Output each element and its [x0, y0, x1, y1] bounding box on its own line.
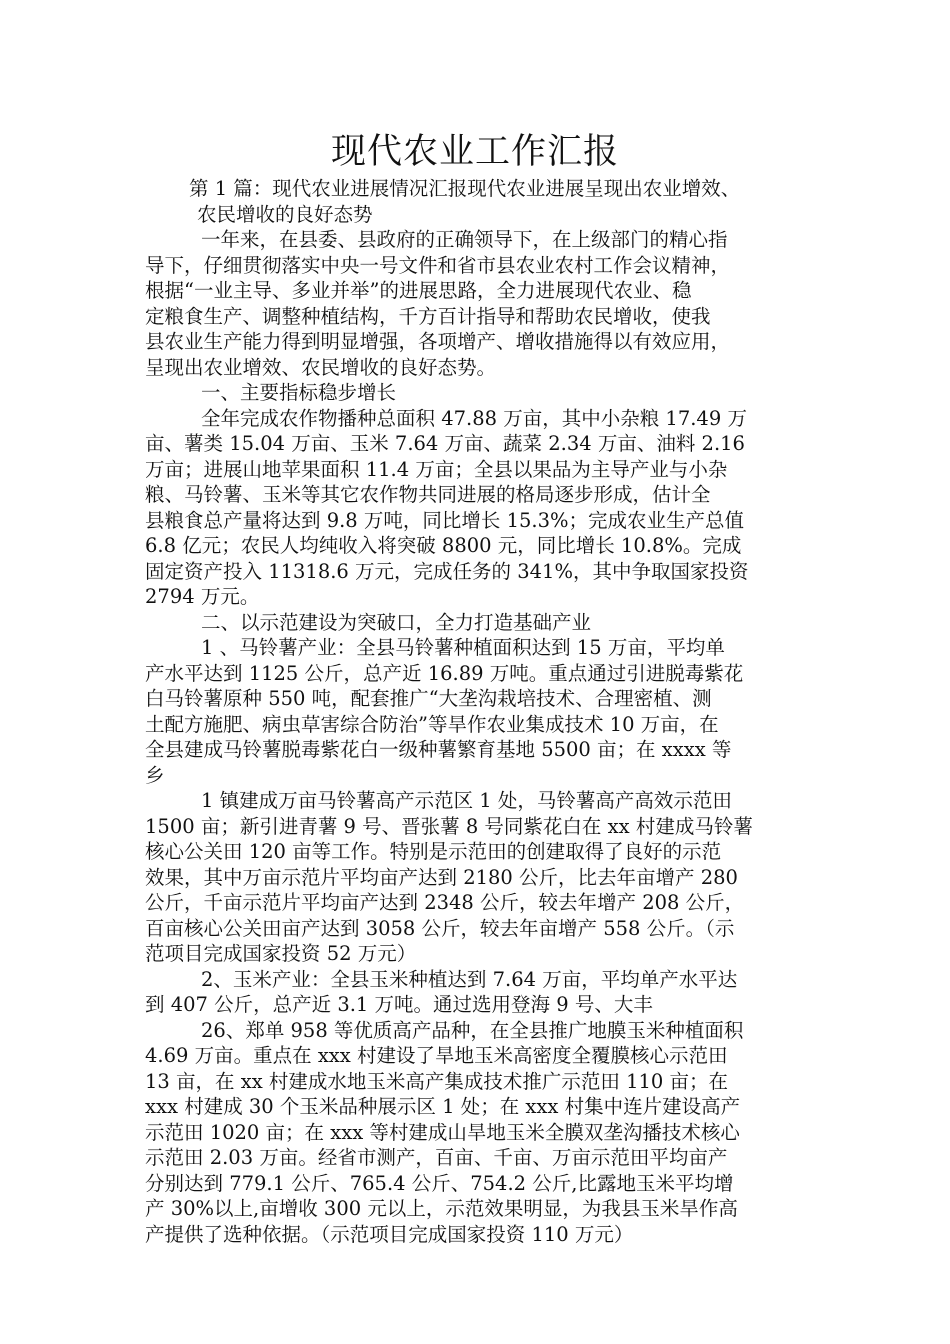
document-title: 现代农业工作汇报 — [330, 132, 619, 172]
text-line: 公斤，千亩示范片平均亩产达到 2348 公斤，较去年增产 208 公斤， — [145, 891, 745, 914]
text-line: 核心公关田 120 亩等工作。特别是示范田的创建取得了良好的示范 — [145, 840, 722, 863]
text-line: 示范田 1020 亩；在 xxx 等村建成山旱地玉米全膜双垄沟播技术核心 — [145, 1120, 740, 1144]
text-line: 亩、薯类 15.04 万亩、玉米 7.64 万亩、蔬菜 2.34 万亩、油料 2.16 — [145, 432, 745, 455]
text-line: 固定资产投入 11318.6 万元，完成任务的 341%，其中争取国家投资 — [145, 559, 749, 583]
text-line: 范项目完成国家投资 52 万元） — [145, 942, 417, 965]
text-line: 乡 — [145, 763, 165, 787]
text-line: 13 亩，在 xx 村建成水地玉米高产集成技术推广示范田 110 亩；在 — [145, 1069, 729, 1093]
text-line: 万亩；进展山地苹果面积 11.4 万亩；全县以果品为主导产业与小杂 — [145, 457, 728, 481]
text-line: 26、郑单 958 等优质高产品种，在全县推广地膜玉米种植面积 — [201, 1018, 744, 1042]
text-line: 粮、马铃薯、玉米等其它农作物共同进展的格局逐步形成，估计全 — [145, 483, 711, 506]
text-line: 2、玉米产业：全县玉米种植达到 7.64 万亩，平均单产水平达 — [201, 967, 738, 991]
text-line: 1 镇建成万亩马铃薯高产示范区 1 处，马铃薯高产高效示范田 — [201, 789, 732, 812]
text-line: 到 407 公斤，总产近 3.1 万吨。通过选用登海 9 号、大丰 — [145, 993, 653, 1016]
text-line: 效果，其中万亩示范片平均亩产达到 2180 公斤，比去年亩增产 280 — [145, 865, 738, 889]
text-line: 6.8 亿元；农民人均纯收入将突破 8800 元，同比增长 10.8%。完成 — [145, 534, 742, 557]
text-line: 导下，仔细贯彻落实中央一号文件和省市县农业农村工作会议精神， — [145, 253, 731, 277]
text-line: 产 30%以上,亩增收 300 元以上，示范效果明显，为我县玉米旱作高 — [145, 1197, 738, 1220]
text-line: 百亩核心公关田亩产达到 3058 公斤，较去年亩增产 558 公斤。（示 — [145, 916, 735, 940]
text-line: 2794 万元。 — [145, 585, 260, 608]
section-heading: 二、以示范建设为突破口，全力打造基础产业 — [201, 610, 592, 634]
section-heading: 一、主要指标稳步增长 — [201, 381, 397, 404]
text-line: 1 、马铃薯产业：全县马铃薯种植面积达到 15 万亩，平均单 — [201, 636, 725, 659]
text-line: 全年完成农作物播种总面积 47.88 万亩，其中小杂粮 17.49 万 — [201, 406, 747, 430]
text-line: 产提供了选种依据。（示范项目完成国家投资 110 万元） — [145, 1222, 634, 1246]
text-line: 产水平达到 1125 公斤，总产近 16.89 万吨。重点通过引进脱毒紫花 — [145, 661, 744, 685]
text-line: 1500 亩；新引进青薯 9 号、晋张薯 8 号同紫花白在 xx 村建成马铃薯 — [145, 814, 753, 838]
text-line: 县农业生产能力得到明显增强，各项增产、增收措施得以有效应用， — [145, 330, 731, 353]
text-line: 定粮食生产、调整种植结构，千方百计指导和帮助农民增收，使我 — [145, 304, 711, 328]
text-line: 呈现出农业增效、农民增收的良好态势。 — [145, 355, 497, 379]
text-line: 分别达到 779.1 公斤、765.4 公斤、754.2 公斤,比露地玉米平均增 — [145, 1171, 734, 1195]
text-line: 土配方施肥、病虫草害综合防治”等旱作农业集成技术 10 万亩，在 — [145, 712, 719, 736]
text-line: 一年来，在县委、县政府的正确领导下，在上级部门的精心指 — [201, 228, 728, 251]
text-line: 县粮食总产量将达到 9.8 万吨，同比增长 15.3%；完成农业生产总值 — [145, 508, 745, 532]
text-line: 全县建成马铃薯脱毒紫花白一级种薯繁育基地 5500 亩；在 xxxx 等 — [145, 738, 732, 761]
document-body — [145, 176, 809, 1247]
text-line: 根据“一业主导、多业并举”的进展思路，全力进展现代农业、稳 — [145, 279, 692, 302]
text-line: xxx 村建成 30 个玉米品种展示区 1 处；在 xxx 村集中连片建设高产 — [145, 1095, 741, 1118]
text-line: 白马铃薯原种 550 吨，配套推广“大垄沟栽培技术、合理密植、测 — [145, 687, 712, 710]
text-line: 农民增收的良好态势 — [197, 202, 373, 226]
text-line: 4.69 万亩。重点在 xxx 村建设了旱地玉米高密度全覆膜核心示范田 — [145, 1044, 728, 1067]
text-line: 第 1 篇：现代农业进展情况汇报现代农业进展呈现出农业增效、 — [189, 177, 741, 200]
text-line: 示范田 2.03 万亩。经省市测产，百亩、千亩、万亩示范田平均亩产 — [145, 1146, 728, 1169]
